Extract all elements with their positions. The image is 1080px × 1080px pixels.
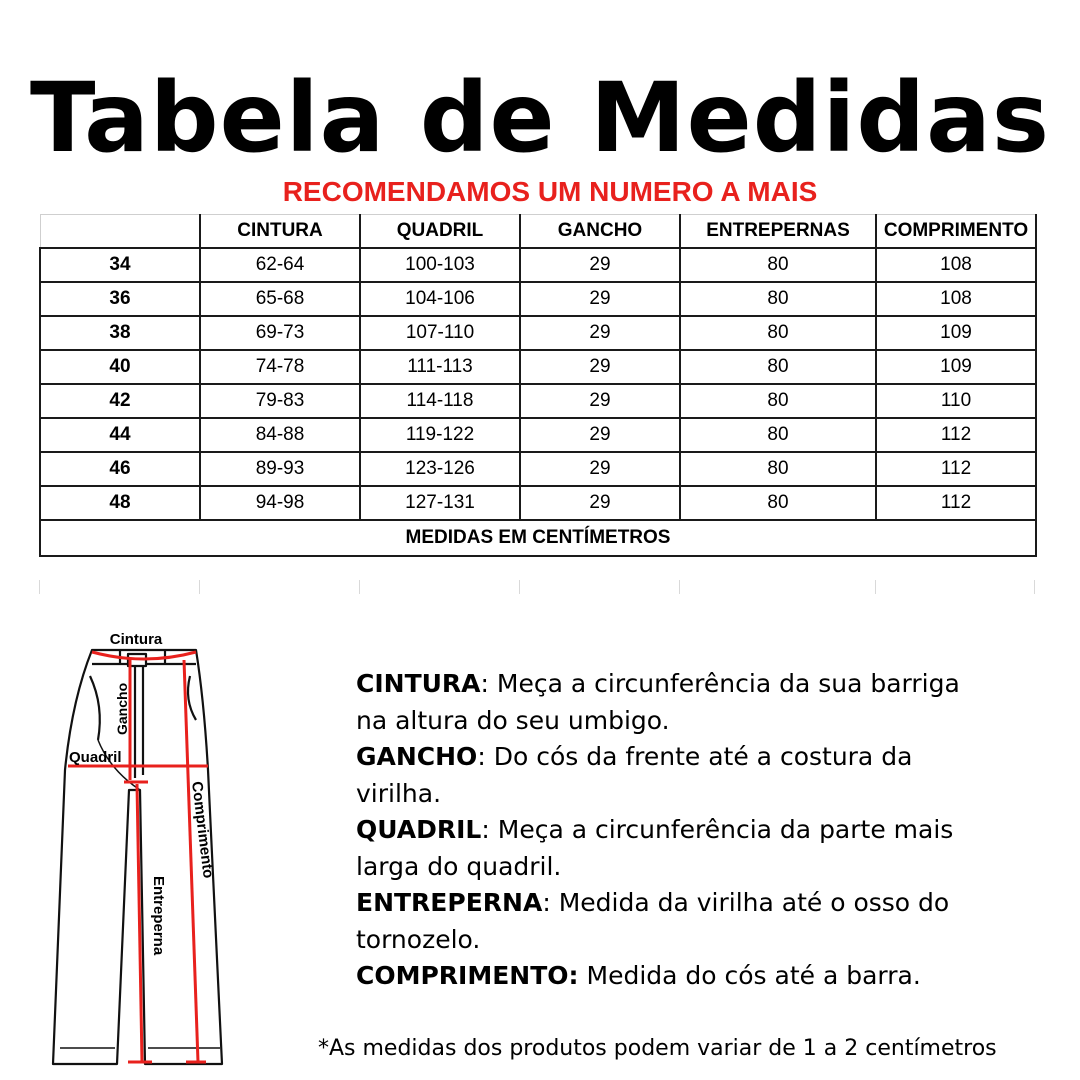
comprimento-cell: 112 bbox=[876, 418, 1036, 452]
pants-measurement-diagram bbox=[40, 626, 280, 1074]
entrepernas-cell: 80 bbox=[680, 384, 876, 418]
term-entreperna: ENTREPERNA bbox=[356, 888, 543, 917]
separator: : bbox=[481, 815, 498, 844]
table-row bbox=[40, 248, 1036, 282]
gancho-label: Gancho bbox=[114, 682, 130, 735]
units-note: MEDIDAS EM CENTÍMETROS bbox=[40, 520, 1036, 556]
separator: : bbox=[477, 742, 494, 771]
entrepernas-cell: 80 bbox=[680, 418, 876, 452]
cintura-cell: 89-93 bbox=[200, 452, 360, 486]
cintura-cell: 84-88 bbox=[200, 418, 360, 452]
size-cell: 34 bbox=[40, 248, 200, 282]
desc-quadril: Meça a circunferência da parte mais bbox=[497, 815, 954, 844]
table-row bbox=[40, 452, 1036, 486]
size-cell: 46 bbox=[40, 452, 200, 486]
entrepernas-cell: 80 bbox=[680, 350, 876, 384]
size-cell: 44 bbox=[40, 418, 200, 452]
gancho-cell: 29 bbox=[520, 316, 680, 350]
instruction-gancho bbox=[356, 739, 1036, 812]
cintura-cell: 62-64 bbox=[200, 248, 360, 282]
term-cintura: CINTURA bbox=[356, 669, 481, 698]
size-cell: 42 bbox=[40, 384, 200, 418]
entreperna-label: Entreperna bbox=[150, 876, 167, 956]
cintura-cell: 74-78 bbox=[200, 350, 360, 384]
table-row bbox=[40, 316, 1036, 350]
size-cell: 48 bbox=[40, 486, 200, 520]
table-footer-row bbox=[40, 520, 1036, 556]
gancho-cell: 29 bbox=[520, 418, 680, 452]
grid-line bbox=[359, 580, 360, 594]
size-table bbox=[39, 214, 1037, 557]
quadril-cell: 107-110 bbox=[360, 316, 520, 350]
quadril-label: Quadril bbox=[69, 749, 122, 766]
comprimento-cell: 109 bbox=[876, 316, 1036, 350]
instruction-cintura bbox=[356, 666, 1036, 739]
comprimento-cell: 112 bbox=[876, 486, 1036, 520]
comprimento-cell: 108 bbox=[876, 248, 1036, 282]
header-comprimento: COMPRIMENTO bbox=[876, 215, 1036, 249]
quadril-cell: 104-106 bbox=[360, 282, 520, 316]
term-comprimento: COMPRIMENTO: bbox=[356, 961, 579, 990]
recommendation-banner: RECOMENDAMOS UM NUMERO A MAIS bbox=[282, 176, 818, 207]
desc-gancho-cont: virilha. bbox=[356, 778, 442, 808]
desc-cintura: Meça a circunferência da sua barriga bbox=[496, 669, 960, 698]
comprimento-cell: 108 bbox=[876, 282, 1036, 316]
size-cell: 36 bbox=[40, 282, 200, 316]
desc-gancho: Do cós da frente até a costura da bbox=[493, 742, 913, 771]
cintura-cell: 79-83 bbox=[200, 384, 360, 418]
measurement-instructions bbox=[356, 666, 1036, 995]
gancho-cell: 29 bbox=[520, 350, 680, 384]
header-quadril: QUADRIL bbox=[360, 215, 520, 249]
grid-line bbox=[1034, 580, 1035, 594]
gancho-cell: 29 bbox=[520, 452, 680, 486]
desc-entreperna-cont: tornozelo. bbox=[356, 924, 481, 954]
quadril-cell: 127-131 bbox=[360, 486, 520, 520]
page-title: Tabela de Medidas bbox=[30, 62, 1050, 174]
table-row bbox=[40, 486, 1036, 520]
separator bbox=[579, 961, 587, 990]
desc-entreperna: Medida da virilha até o osso do bbox=[558, 888, 950, 917]
entrepernas-cell: 80 bbox=[680, 248, 876, 282]
separator: : bbox=[480, 669, 497, 698]
table-row bbox=[40, 384, 1036, 418]
term-gancho: GANCHO bbox=[356, 742, 478, 771]
comprimento-cell: 110 bbox=[876, 384, 1036, 418]
measurement-lines bbox=[68, 652, 208, 1062]
grid-line bbox=[875, 580, 876, 594]
term-quadril: QUADRIL bbox=[356, 815, 482, 844]
table-header-row bbox=[40, 215, 1036, 249]
header-corner-cell bbox=[40, 215, 200, 249]
entrepernas-cell: 80 bbox=[680, 452, 876, 486]
variation-note: *As medidas dos produtos podem variar de 1 a 2 centímetros bbox=[318, 1036, 997, 1061]
instruction-entreperna bbox=[356, 885, 1036, 958]
desc-cintura-cont: na altura do seu umbigo. bbox=[356, 705, 670, 735]
size-cell: 38 bbox=[40, 316, 200, 350]
cintura-label: Cintura bbox=[109, 631, 163, 648]
comprimento-label: Comprimento bbox=[188, 780, 217, 880]
quadril-cell: 114-118 bbox=[360, 384, 520, 418]
cintura-cell: 94-98 bbox=[200, 486, 360, 520]
separator: : bbox=[542, 888, 559, 917]
gancho-cell: 29 bbox=[520, 486, 680, 520]
grid-line bbox=[39, 580, 40, 594]
gancho-cell: 29 bbox=[520, 248, 680, 282]
gancho-cell: 29 bbox=[520, 282, 680, 316]
quadril-cell: 119-122 bbox=[360, 418, 520, 452]
entrepernas-cell: 80 bbox=[680, 486, 876, 520]
header-cintura: CINTURA bbox=[200, 215, 360, 249]
cintura-cell: 65-68 bbox=[200, 282, 360, 316]
quadril-cell: 100-103 bbox=[360, 248, 520, 282]
size-cell: 40 bbox=[40, 350, 200, 384]
grid-line bbox=[679, 580, 680, 594]
table-row bbox=[40, 282, 1036, 316]
entrepernas-cell: 80 bbox=[680, 282, 876, 316]
table-row bbox=[40, 350, 1036, 384]
header-gancho: GANCHO bbox=[520, 215, 680, 249]
instruction-comprimento bbox=[356, 958, 1036, 995]
instruction-quadril bbox=[356, 812, 1036, 885]
grid-line bbox=[519, 580, 520, 594]
entrepernas-cell: 80 bbox=[680, 316, 876, 350]
header-entrepernas: ENTREPERNAS bbox=[680, 215, 876, 249]
gancho-cell: 29 bbox=[520, 384, 680, 418]
table-row bbox=[40, 418, 1036, 452]
desc-comprimento: Medida do cós até a barra. bbox=[586, 961, 921, 990]
quadril-cell: 123-126 bbox=[360, 452, 520, 486]
comprimento-cell: 109 bbox=[876, 350, 1036, 384]
grid-line bbox=[199, 580, 200, 594]
desc-quadril-cont: larga do quadril. bbox=[356, 851, 562, 881]
quadril-cell: 111-113 bbox=[360, 350, 520, 384]
comprimento-cell: 112 bbox=[876, 452, 1036, 486]
cintura-cell: 69-73 bbox=[200, 316, 360, 350]
